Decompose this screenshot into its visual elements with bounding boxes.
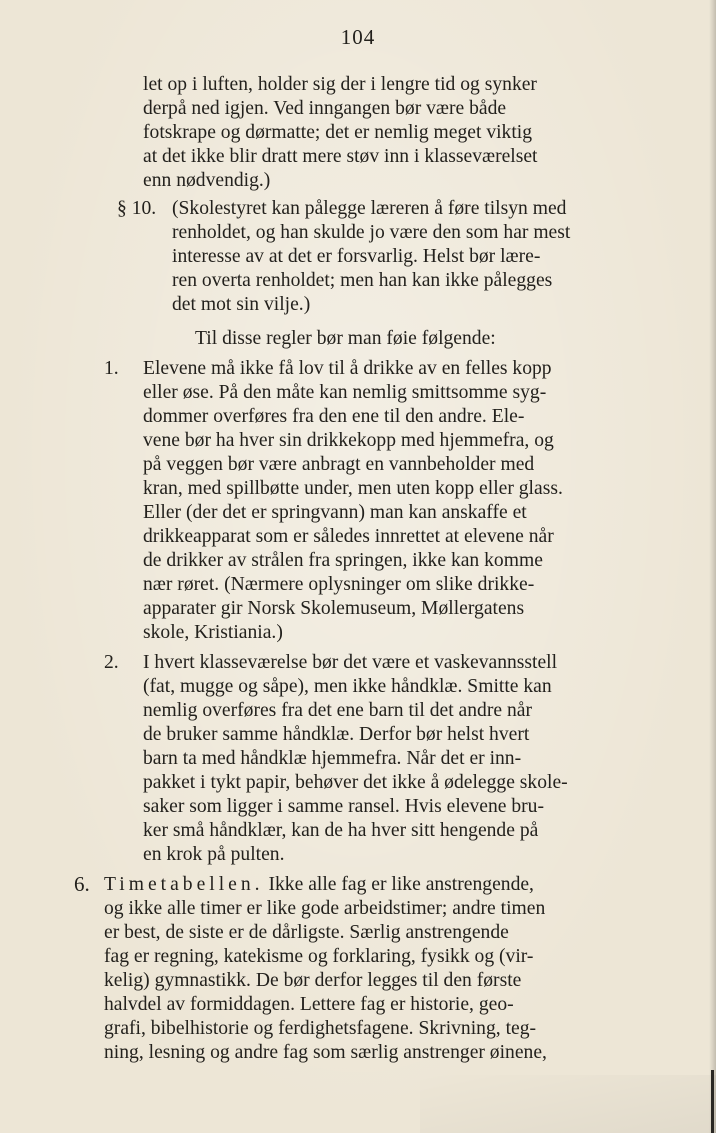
text-line: apparater gir Norsk Skolemuseum, Møllergatens — [143, 598, 525, 619]
text-line: enn nødvendig.) — [143, 170, 271, 191]
text-line: ren overta renholdet; men han kan ikke pålegges — [172, 270, 553, 291]
text-line: interesse av at det er forsvarlig. Helst bør lære- — [172, 246, 541, 267]
text-line: pakket i tykt papir, behøver det ikke å ødelegge skole- — [143, 772, 568, 793]
text-line: fag er regning, katekisme og forklaring, fysikk og (vir- — [104, 946, 534, 967]
text-line: (Skolestyret kan pålegge læreren å føre tilsyn med — [172, 198, 567, 219]
text-line: nemlig overføres fra det ene barn til det andre når — [143, 700, 532, 721]
text-line: ning, lesning og andre fag som særlig anstrenger øinene, — [104, 1042, 547, 1063]
text-line: skole, Kristiania.) — [143, 622, 283, 643]
page-edge-shadow — [709, 0, 716, 1133]
text-line: en krok på pulten. — [143, 844, 285, 865]
section-marker: § 10. — [117, 198, 157, 219]
item-marker: 1. — [104, 358, 119, 379]
text-line: Eller (der det er springvann) man kan anskaffe et — [143, 502, 527, 523]
page-corner-shadow — [420, 1075, 716, 1133]
text-line: saker som ligger i samme ransel. Hvis elevene bru- — [143, 796, 545, 817]
page-number: 104 — [340, 25, 376, 49]
text-line: derpå ned igjen. Ved inngangen bør være både — [143, 98, 507, 119]
text-line: grafi, bibelhistorie og ferdighetsfagene. Skrivning, teg- — [104, 1018, 537, 1039]
section-title: Timetabellen. — [104, 874, 264, 895]
text-line: de drikker av strålen fra springen, ikke kan komme — [143, 550, 543, 571]
text-line: det mot sin vilje.) — [172, 294, 311, 315]
text-line: eller øse. På den måte kan nemlig smittsomme syg- — [143, 382, 547, 403]
text-line: vene bør ha hver sin drikkekopp med hjemmefra, og — [143, 430, 554, 451]
text-line: ker små håndklær, kan de ha hver sitt hengende på — [143, 820, 539, 841]
text-line: let op i luften, holder sig der i lengre tid og synker — [143, 74, 537, 95]
text-line: drikkeapparat som er således innrettet at elevene når — [143, 526, 554, 547]
text-line: kran, med spillbøtte under, men uten kopp eller glass. — [143, 478, 563, 499]
text-line: på veggen bør være anbragt en vannbeholder med — [143, 454, 535, 475]
text-line: renholdet, og han skulde jo være den som har mest — [172, 222, 571, 243]
rules-heading: Til disse regler bør man føie følgende: — [195, 328, 496, 349]
text-line: Elevene må ikke få lov til å drikke av en felles kopp — [143, 358, 552, 379]
text-line: barn ta med håndklæ hjemmefra. Når det er inn- — [143, 748, 522, 769]
text-line: kelig) gymnastikk. De bør derfor legges til den første — [104, 970, 522, 991]
text-line: halvdel av formiddagen. Lettere fag er historie, geo- — [104, 994, 514, 1015]
text-line: og ikke alle timer er like gode arbeidstimer; andre timen — [104, 898, 546, 919]
text-line: dommer overføres fra den ene til den andre. Ele- — [143, 406, 525, 427]
text-span: Ikke alle fag er like anstrengende, — [268, 874, 534, 895]
text-line: de bruker samme håndklæ. Derfor bør helst hvert — [143, 724, 530, 745]
text-line: I hvert klasseværelse bør det være et vaskevannsstell — [143, 652, 558, 673]
text-line: er best, de siste er de dårligste. Særlig anstrengende — [104, 922, 509, 943]
section-marker: 6. — [74, 872, 90, 896]
text-line: nær røret. (Nærmere oplysninger om slike drikke- — [143, 574, 535, 595]
text-line — [104, 873, 689, 896]
text-line: fotskrape og dørmatte; det er nemlig meget viktig — [143, 122, 533, 143]
page-edge-line — [711, 1070, 714, 1133]
text-line: at det ikke blir dratt mere støv inn i klasseværelset — [143, 146, 538, 167]
text-line: (fat, mugge og såpe), men ikke håndklæ. Smitte kan — [143, 676, 552, 697]
item-marker: 2. — [104, 652, 119, 673]
